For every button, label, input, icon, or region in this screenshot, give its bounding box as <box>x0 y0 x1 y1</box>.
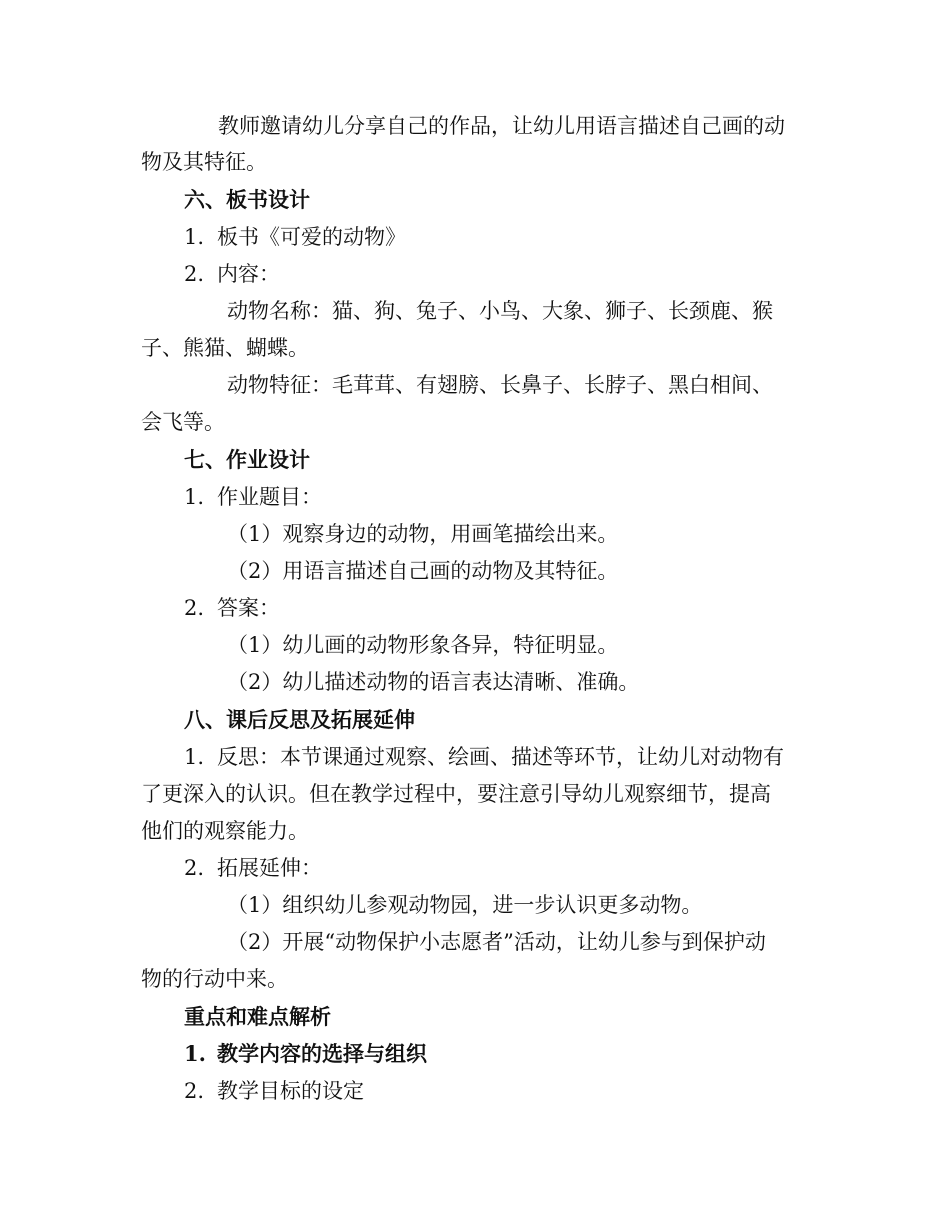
list-text: 反思：本节课通过观察、绘画、描述等环节，让幼儿对动物有 <box>217 745 784 769</box>
list-text: 作业题目： <box>217 485 322 509</box>
list-number: 1. <box>184 225 205 249</box>
animal-names-line-2: 子、熊猫、蝴蝶。 <box>141 336 309 360</box>
list-number: 1. <box>184 1041 206 1066</box>
key-point-1 <box>184 1040 427 1068</box>
extension-item-1: （1）组织幼儿参观动物园，进一步认识更多动物。 <box>227 893 703 917</box>
list-number: 2. <box>184 596 205 620</box>
reflection-cont-line-2: 他们的观察能力。 <box>141 819 309 843</box>
list-text: 教学内容的选择与组织 <box>217 1041 427 1066</box>
paragraph-intro-line-1: 教师邀请幼儿分享自己的作品，让幼儿用语言描述自己画的动 <box>218 114 785 138</box>
animal-traits-line-1: 动物特征：毛茸茸、有翅膀、长鼻子、长脖子、黑白相间、 <box>227 373 773 397</box>
extension-item-2-line-2: 物的行动中来。 <box>141 967 288 991</box>
section-heading-7: 七、作业设计 <box>184 447 310 472</box>
section-heading-6: 六、板书设计 <box>184 187 310 212</box>
list-number: 2. <box>184 856 205 880</box>
list-number: 1. <box>184 745 205 769</box>
list-number: 1. <box>184 485 205 509</box>
list-text: 板书《可爱的动物》 <box>217 225 406 249</box>
homework-item-1: （1）观察身边的动物，用画笔描绘出来。 <box>227 522 619 546</box>
answer-item-1: （1）幼儿画的动物形象各异，特征明显。 <box>227 633 619 657</box>
paragraph-intro-line-2: 物及其特征。 <box>141 150 267 174</box>
list-number: 2. <box>184 262 205 286</box>
animal-names-line-1: 动物名称：猫、狗、兔子、小鸟、大象、狮子、长颈鹿、猴 <box>227 299 773 323</box>
list-item-7-1 <box>184 483 322 511</box>
list-item-8-1 <box>184 743 784 771</box>
list-text: 教学目标的设定 <box>217 1079 364 1103</box>
homework-item-2: （2）用语言描述自己画的动物及其特征。 <box>227 559 619 583</box>
reflection-cont-line-1: 了更深入的认识。但在教学过程中，要注意引导幼儿观察细节，提高 <box>141 782 771 806</box>
list-item-6-2 <box>184 260 280 288</box>
list-item-7-2 <box>184 594 280 622</box>
extension-item-2-line-1: （2）开展“动物保护小志愿者”活动，让幼儿参与到保护动 <box>227 930 766 954</box>
list-text: 答案： <box>217 596 280 620</box>
list-item-8-2 <box>184 854 322 882</box>
list-text: 内容： <box>217 262 280 286</box>
section-heading-key-points: 重点和难点解析 <box>184 1004 331 1029</box>
list-text: 拓展延伸： <box>217 856 322 880</box>
answer-item-2: （2）幼儿描述动物的语言表达清晰、准确。 <box>227 670 640 694</box>
list-item-6-1 <box>184 223 406 251</box>
list-number: 2. <box>184 1079 205 1103</box>
key-point-2 <box>184 1077 364 1105</box>
animal-traits-line-2: 会飞等。 <box>141 410 225 434</box>
section-heading-8: 八、课后反思及拓展延伸 <box>184 707 415 732</box>
